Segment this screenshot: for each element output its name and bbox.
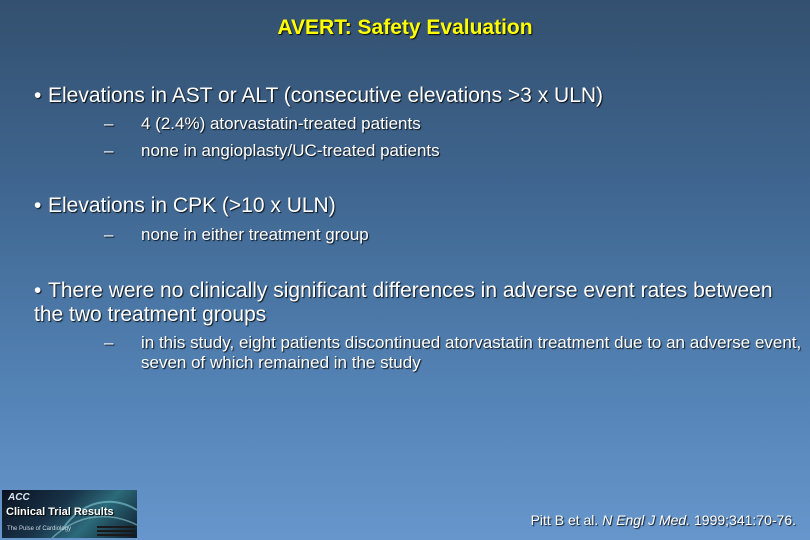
dash-marker: –	[104, 333, 114, 352]
subitem-angioplasty-elevations	[104, 141, 440, 161]
logo-title: Clinical Trial Results	[6, 506, 114, 518]
bullet-cpk	[34, 194, 336, 218]
bullet-text: Elevations in AST or ALT (consecutive elevations >3 x ULN)	[48, 84, 604, 107]
subitem-text: 4 (2.4%) atorvastatin-treated patients	[141, 114, 421, 133]
logo-org: ACC	[8, 492, 30, 503]
dash-marker: –	[104, 114, 114, 133]
bullet-text: There were no clinically significant differences in adverse event rates between the two treatment groups	[34, 279, 773, 326]
slide-title: AVERT: Safety Evaluation	[277, 16, 533, 39]
logo-tagline: The Pulse of Cardiology	[7, 526, 72, 532]
citation-authors: Pitt B et al.	[530, 512, 599, 528]
subitem-text: none in either treatment group	[141, 225, 369, 244]
subitem-discontinued	[104, 333, 804, 373]
citation-journal: N Engl J Med.	[602, 512, 691, 528]
bullet-text: Elevations in CPK (>10 x ULN)	[48, 194, 336, 217]
subitem-cpk-none	[104, 225, 369, 245]
dash-marker: –	[104, 225, 114, 244]
bullet-adverse-events	[34, 279, 774, 327]
citation-details: 1999;341:70-76.	[694, 512, 796, 528]
citation	[531, 512, 796, 528]
dash-marker: –	[104, 141, 114, 160]
clinical-trial-results-logo	[2, 490, 137, 538]
bullet-marker: •	[34, 84, 42, 107]
bullet-marker: •	[34, 194, 42, 217]
subitem-text: in this study, eight patients discontinued atorvastatin treatment due to an adverse event, seven of which remained in the study	[141, 333, 802, 372]
subitem-atorvastatin-elevations	[104, 114, 421, 134]
subitem-text: none in angioplasty/UC-treated patients	[141, 141, 440, 160]
bullet-marker: •	[34, 279, 42, 302]
bullet-ast-alt	[34, 84, 603, 108]
